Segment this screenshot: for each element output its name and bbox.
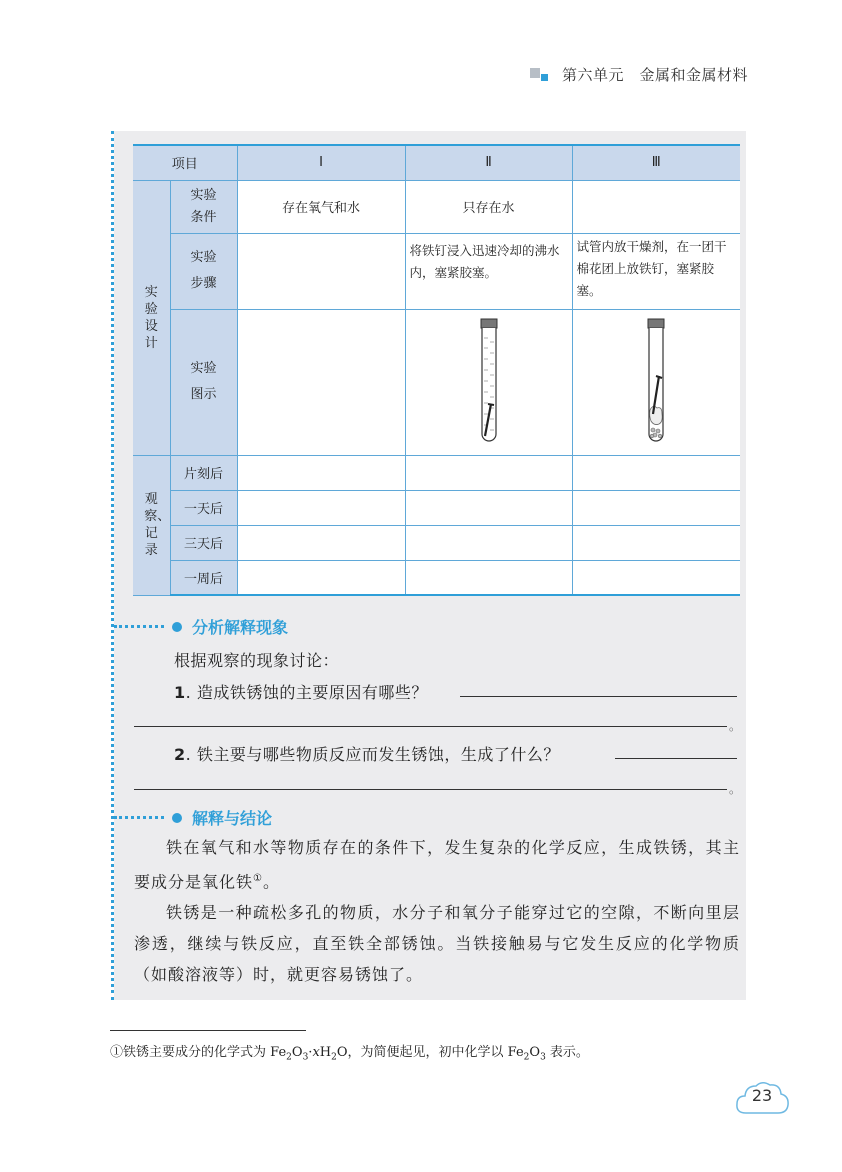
- label-diagram: 实验图示: [170, 309, 237, 455]
- label-observe-4: 一周后: [170, 560, 237, 595]
- row-observe-4: [133, 560, 740, 595]
- conclusion-paragraph-2: 铁锈是一种疏松多孔的物质，水分子和氧分子能穿过它的空隙，不断向里层渗透，继续与铁反应，直至铁全部锈蚀。当铁接触易与它发生反应的化学物质（如酸溶液等）时，就更容易锈蚀了。: [134, 903, 740, 985]
- cell-observe-4-2: [405, 560, 572, 595]
- section-analysis-heading: [114, 615, 288, 638]
- bullet-icon: [172, 622, 182, 632]
- footnote-ref[interactable]: ①: [253, 873, 263, 884]
- label-observe-1: 片刻后: [170, 455, 237, 490]
- question-2-number: 2: [174, 745, 186, 764]
- cell-observe-2-1: [237, 490, 405, 525]
- cell-diagram-3: [572, 309, 740, 455]
- label-observe-3: 三天后: [170, 525, 237, 560]
- cell-observe-3-2: [405, 525, 572, 560]
- answer-2-end-mark: 。: [729, 782, 742, 796]
- footnote-rule: [110, 1030, 306, 1031]
- cell-observe-1-2: [405, 455, 572, 490]
- header-squares-icon: [530, 68, 552, 82]
- analysis-intro: 根据观察的现象讨论：: [174, 651, 340, 670]
- cell-observe-2-3: [572, 490, 740, 525]
- test-tube-water-icon: [476, 318, 502, 446]
- header-col-3: Ⅲ: [572, 145, 740, 180]
- row-condition: [133, 180, 740, 233]
- table-header-row: [133, 145, 740, 180]
- cell-observe-1-1: [237, 455, 405, 490]
- unit-title: 第六单元 金属和金属材料: [561, 66, 748, 84]
- cell-condition-3: [572, 180, 740, 233]
- row-observe-3: [133, 525, 740, 560]
- section-conclusion-title: 解释与结论: [192, 809, 273, 828]
- footnote: ①铁锈主要成分的化学式为 $Fe_2O_3\cdot xH_2O$，为简便起见，初中化学以 $Fe_2O_3$ 表示。: [110, 1045, 589, 1063]
- question-2: [174, 742, 560, 765]
- cell-steps-2: 将铁钉浸入迅速冷却的沸水内，塞紧胶塞。: [405, 233, 572, 309]
- answer-line-2a[interactable]: [615, 758, 737, 759]
- cell-diagram-2: [405, 309, 572, 455]
- cell-steps-3: 试管内放干燥剂，在一团干棉花团上放铁钉，塞紧胶塞。: [572, 233, 740, 309]
- page-number: 23: [751, 1086, 773, 1105]
- cell-observe-3-3: [572, 525, 740, 560]
- cell-observe-4-3: [572, 560, 740, 595]
- answer-line-1b[interactable]: [134, 726, 727, 727]
- cell-observe-4-1: [237, 560, 405, 595]
- row-steps: [133, 233, 740, 309]
- cell-steps-1: [237, 233, 405, 309]
- conclusion-paragraph-1: 铁在氧气和水等物质存在的条件下，发生复杂的化学反应，生成铁锈，其主要成分是氧化铁①。: [134, 838, 740, 892]
- header-item: 项目: [133, 145, 237, 180]
- answer-1-end-mark: 。: [729, 719, 742, 733]
- question-1-text: . 造成铁锈蚀的主要原因有哪些？: [185, 683, 428, 702]
- cell-condition-2: 只存在水: [405, 180, 572, 233]
- experiment-table: [133, 144, 740, 596]
- cell-diagram-1: [237, 309, 405, 455]
- test-tube-dry-icon: [643, 318, 669, 446]
- page-header: [530, 64, 748, 85]
- cell-observe-3-1: [237, 525, 405, 560]
- question-1-number: 1: [174, 683, 186, 702]
- cell-observe-1-3: [572, 455, 740, 490]
- section-analysis-title: 分析解释现象: [192, 618, 289, 637]
- answer-line-1a[interactable]: [460, 696, 737, 697]
- group-observe-label: 观察、记录: [133, 455, 170, 595]
- label-observe-2: 一天后: [170, 490, 237, 525]
- row-observe-1: [133, 455, 740, 490]
- question-1: [174, 680, 428, 703]
- answer-line-2b[interactable]: [134, 789, 727, 790]
- group-design-label: 实验设计: [133, 180, 170, 455]
- header-col-1: Ⅰ: [237, 145, 405, 180]
- section-conclusion-heading: [114, 806, 272, 829]
- cell-observe-2-2: [405, 490, 572, 525]
- cell-condition-1: 存在氧气和水: [237, 180, 405, 233]
- row-diagram: [133, 309, 740, 455]
- label-condition: 实验条件: [170, 180, 237, 233]
- bullet-icon: [172, 813, 182, 823]
- panel-dotted-border: [111, 131, 114, 1000]
- row-observe-2: [133, 490, 740, 525]
- conclusion-body: [134, 832, 740, 990]
- question-2-text: . 铁主要与哪些物质反应而发生锈蚀，生成了什么？: [185, 745, 560, 764]
- header-col-2: Ⅱ: [405, 145, 572, 180]
- label-steps: 实验步骤: [170, 233, 237, 309]
